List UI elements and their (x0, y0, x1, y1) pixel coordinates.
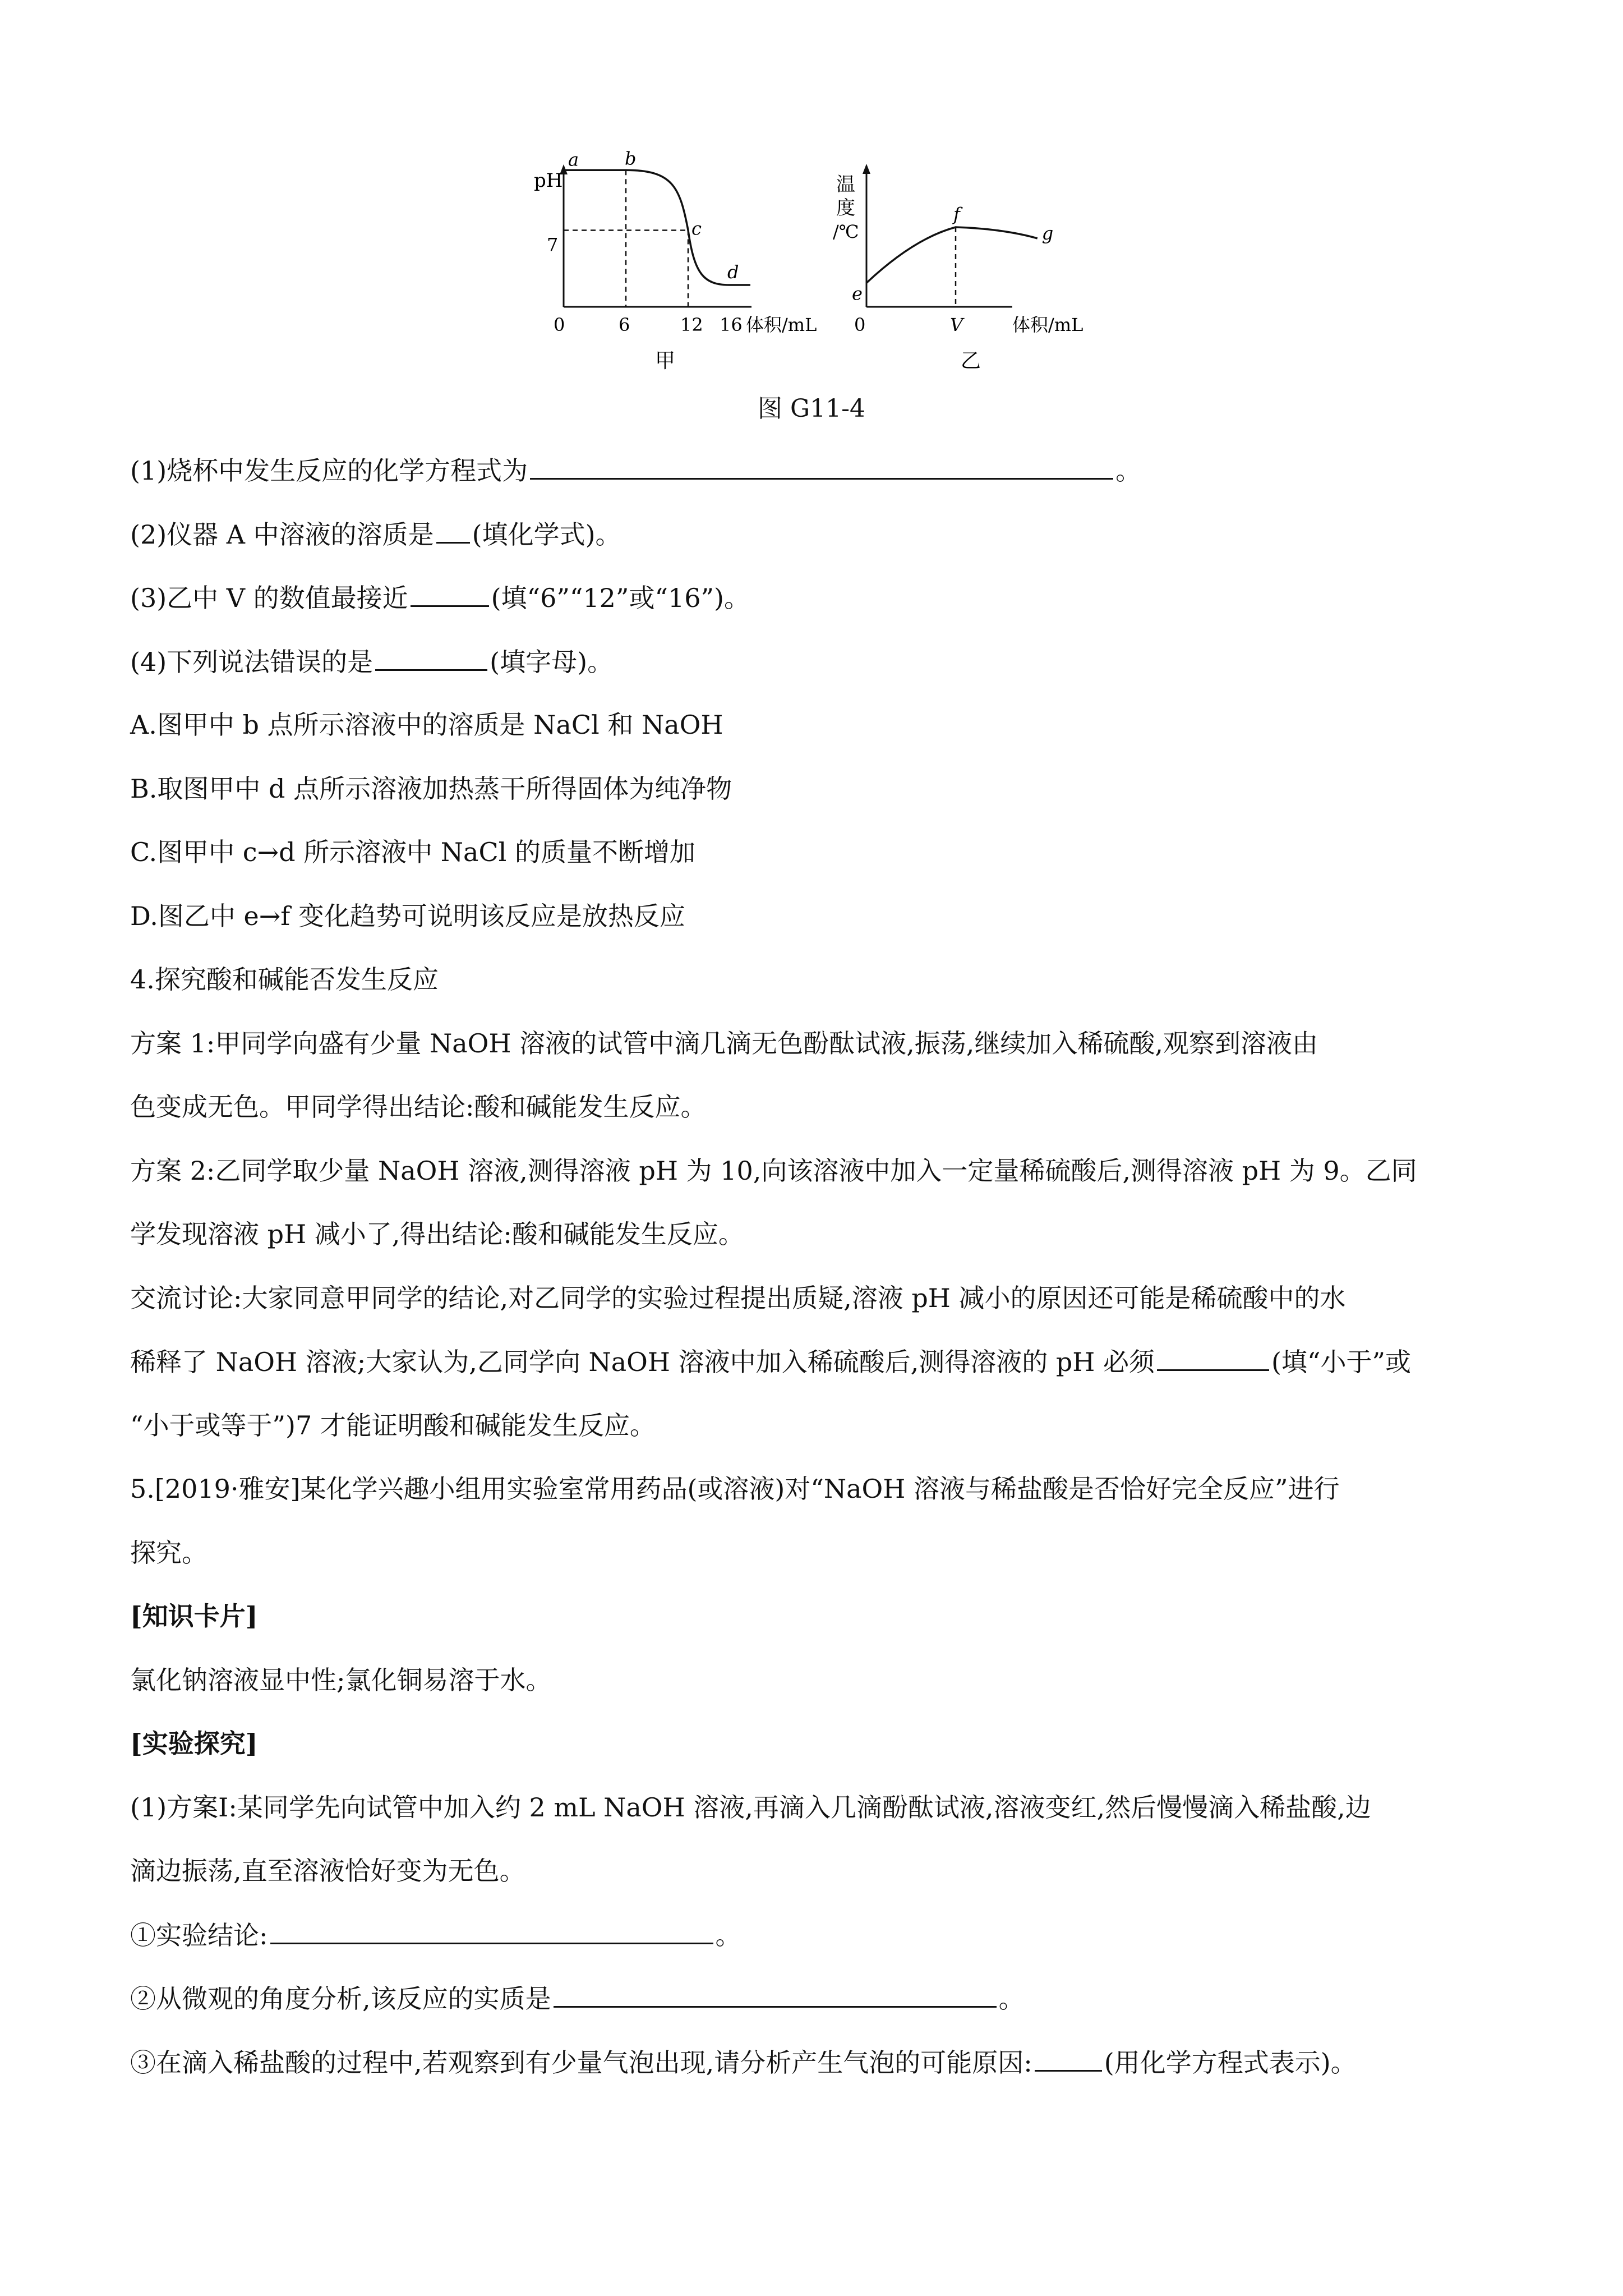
answer-blank[interactable] (1157, 1345, 1269, 1371)
text-line (130, 1981, 1566, 2016)
text-line (130, 708, 1566, 742)
ph-curve (564, 170, 750, 285)
t-y-label-2: 度 (836, 197, 855, 219)
t-origin: 0 (854, 314, 866, 335)
ph-y-label: pH (534, 169, 563, 192)
line-text: ②从微观的角度分析,该反应的实质是 (130, 1984, 551, 2014)
line-text: 学发现溶液 pH 减小了,得出结论:酸和碱能发生反应。 (130, 1219, 744, 1249)
ph-point-b: b (625, 148, 637, 169)
line-text: [知识卡片] (130, 1601, 258, 1631)
line-text: (2)仪器 A 中溶液的溶质是 (130, 519, 434, 550)
line-text-after-blank: (填化学式)。 (472, 519, 621, 550)
line-text: 稀释了 NaOH 溶液;大家认为,乙同学向 NaOH 溶液中加入稀硫酸后,测得溶液的 pH 必须 (130, 1347, 1155, 1377)
line-text: A.图甲中 b 点所示溶液中的溶质是 NaCl 和 NaOH (130, 710, 723, 740)
t-y-label-3: /℃ (833, 221, 859, 242)
text-line (130, 963, 1566, 996)
line-text-after-blank: (用化学方程式表示)。 (1104, 2047, 1357, 2078)
text-line (130, 1472, 1566, 1506)
figure-caption: 图 G11-4 (758, 394, 865, 423)
text-line (130, 1791, 1566, 1824)
line-text: 4.探究酸和碱能否发生反应 (130, 964, 439, 995)
line-text: 交流讨论:大家同意甲同学的结论,对乙同学的实验过程提出质疑,溶液 pH 减小的原因还可能是稀硫酸中的水 (130, 1282, 1346, 1313)
ph-point-a: a (568, 149, 579, 171)
answer-blank[interactable] (375, 645, 487, 671)
answer-blank[interactable] (436, 517, 470, 544)
line-text: 滴边振荡,直至溶液恰好变为无色。 (130, 1856, 525, 1886)
ph-point-c: c (691, 218, 702, 240)
t-point-f: f (953, 204, 960, 225)
text-line (130, 517, 1566, 551)
text-line (130, 1536, 1566, 1570)
line-text: “小于或等于”)7 才能证明酸和碱能发生反应。 (130, 1410, 656, 1441)
y-axis-arrow (863, 164, 870, 174)
t-y-label-1: 温 (836, 173, 855, 196)
text-line (130, 899, 1566, 933)
t-chart-label: 乙 (961, 349, 981, 372)
ph-y-tick-7: 7 (547, 234, 559, 255)
t-point-g: g (1041, 222, 1054, 244)
ph-origin: 0 (554, 314, 565, 335)
ph-x-tick-16: 16 (720, 314, 743, 335)
text-line (130, 453, 1566, 487)
text-line (130, 581, 1566, 615)
text-line (130, 835, 1566, 869)
ph-chart (527, 148, 830, 379)
line-text: (4)下列说法错误的是 (130, 646, 374, 677)
line-text-after-blank: (填“6”“12”或“16”)。 (491, 583, 750, 613)
text-line (130, 1090, 1566, 1124)
ph-x-tick-12: 12 (680, 314, 703, 335)
line-text: [实验探究] (130, 1728, 258, 1759)
answer-blank[interactable] (530, 453, 1113, 480)
text-line (130, 2045, 1566, 2079)
text-line (130, 1663, 1566, 1697)
temperature-chart (827, 157, 1119, 381)
line-text: 氯化钠溶液显中性;氯化铜易溶于水。 (130, 1664, 552, 1695)
ph-point-d: d (727, 261, 739, 283)
text-line (130, 1154, 1566, 1188)
text-line (130, 1345, 1566, 1379)
temperature-curve (866, 227, 1038, 283)
line-text-after-blank: 。 (998, 1984, 1025, 2014)
text-line (130, 772, 1566, 806)
line-text-after-blank: (填字母)。 (490, 646, 614, 677)
t-x-label: 体积/mL (1012, 314, 1083, 335)
t-point-e: e (852, 283, 863, 305)
line-text-after-blank: 。 (715, 1920, 741, 1950)
answer-blank[interactable] (270, 1918, 713, 1944)
line-text: 探究。 (130, 1537, 208, 1568)
line-text: 方案 2:乙同学取少量 NaOH 溶液,测得溶液 pH 为 10,向该溶液中加入一定量稀硫酸后,测得溶液 pH 为 9。乙同 (130, 1155, 1417, 1186)
line-text: D.图乙中 e→f 变化趋势可说明该反应是放热反应 (130, 900, 685, 931)
line-text: (1)方案Ⅰ:某同学先向试管中加入约 2 mL NaOH 溶液,再滴入几滴酚酞试液,溶液变红,然后慢慢滴入稀盐酸,边 (130, 1792, 1371, 1823)
text-line (130, 645, 1566, 679)
line-text-after-blank: 。 (1115, 455, 1142, 486)
line-text: 色变成无色。甲同学得出结论:酸和碱能发生反应。 (130, 1092, 707, 1122)
text-line (130, 1281, 1566, 1315)
line-text: ③在滴入稀盐酸的过程中,若观察到有少量气泡出现,请分析产生气泡的可能原因: (130, 2047, 1032, 2078)
line-text: C.图甲中 c→d 所示溶液中 NaCl 的质量不断增加 (130, 837, 696, 867)
answer-blank[interactable] (554, 1981, 997, 2008)
line-text: (1)烧杯中发生反应的化学方程式为 (130, 455, 528, 486)
line-text: ①实验结论: (130, 1920, 268, 1950)
text-line (130, 1217, 1566, 1251)
ph-chart-label: 甲 (655, 349, 676, 372)
ph-x-label: 体积/mL (746, 314, 817, 335)
line-text: 方案 1:甲同学向盛有少量 NaOH 溶液的试管中滴几滴无色酚酞试液,振荡,继续加入稀硫酸,观察到溶液由 (130, 1028, 1318, 1059)
line-text-after-blank: (填“小于”或 (1271, 1347, 1412, 1377)
answer-blank[interactable] (411, 581, 489, 607)
ph-x-tick-6: 6 (619, 314, 630, 335)
text-line (130, 1599, 1566, 1633)
text-line (130, 1727, 1566, 1760)
line-text: 5.[2019·雅安]某化学兴趣小组用实验室常用药品(或溶液)对“NaOH 溶液与稀盐酸是否恰好完全反应”进行 (130, 1474, 1340, 1504)
text-line (130, 1027, 1566, 1060)
t-x-tick-v: V (950, 314, 963, 335)
text-line (130, 1409, 1566, 1442)
text-line (130, 1918, 1566, 1952)
text-line (130, 1854, 1566, 1888)
answer-blank[interactable] (1035, 2045, 1102, 2072)
line-text: B.取图甲中 d 点所示溶液加热蒸干所得固体为纯净物 (130, 773, 732, 804)
line-text: (3)乙中 V 的数值最接近 (130, 583, 408, 613)
